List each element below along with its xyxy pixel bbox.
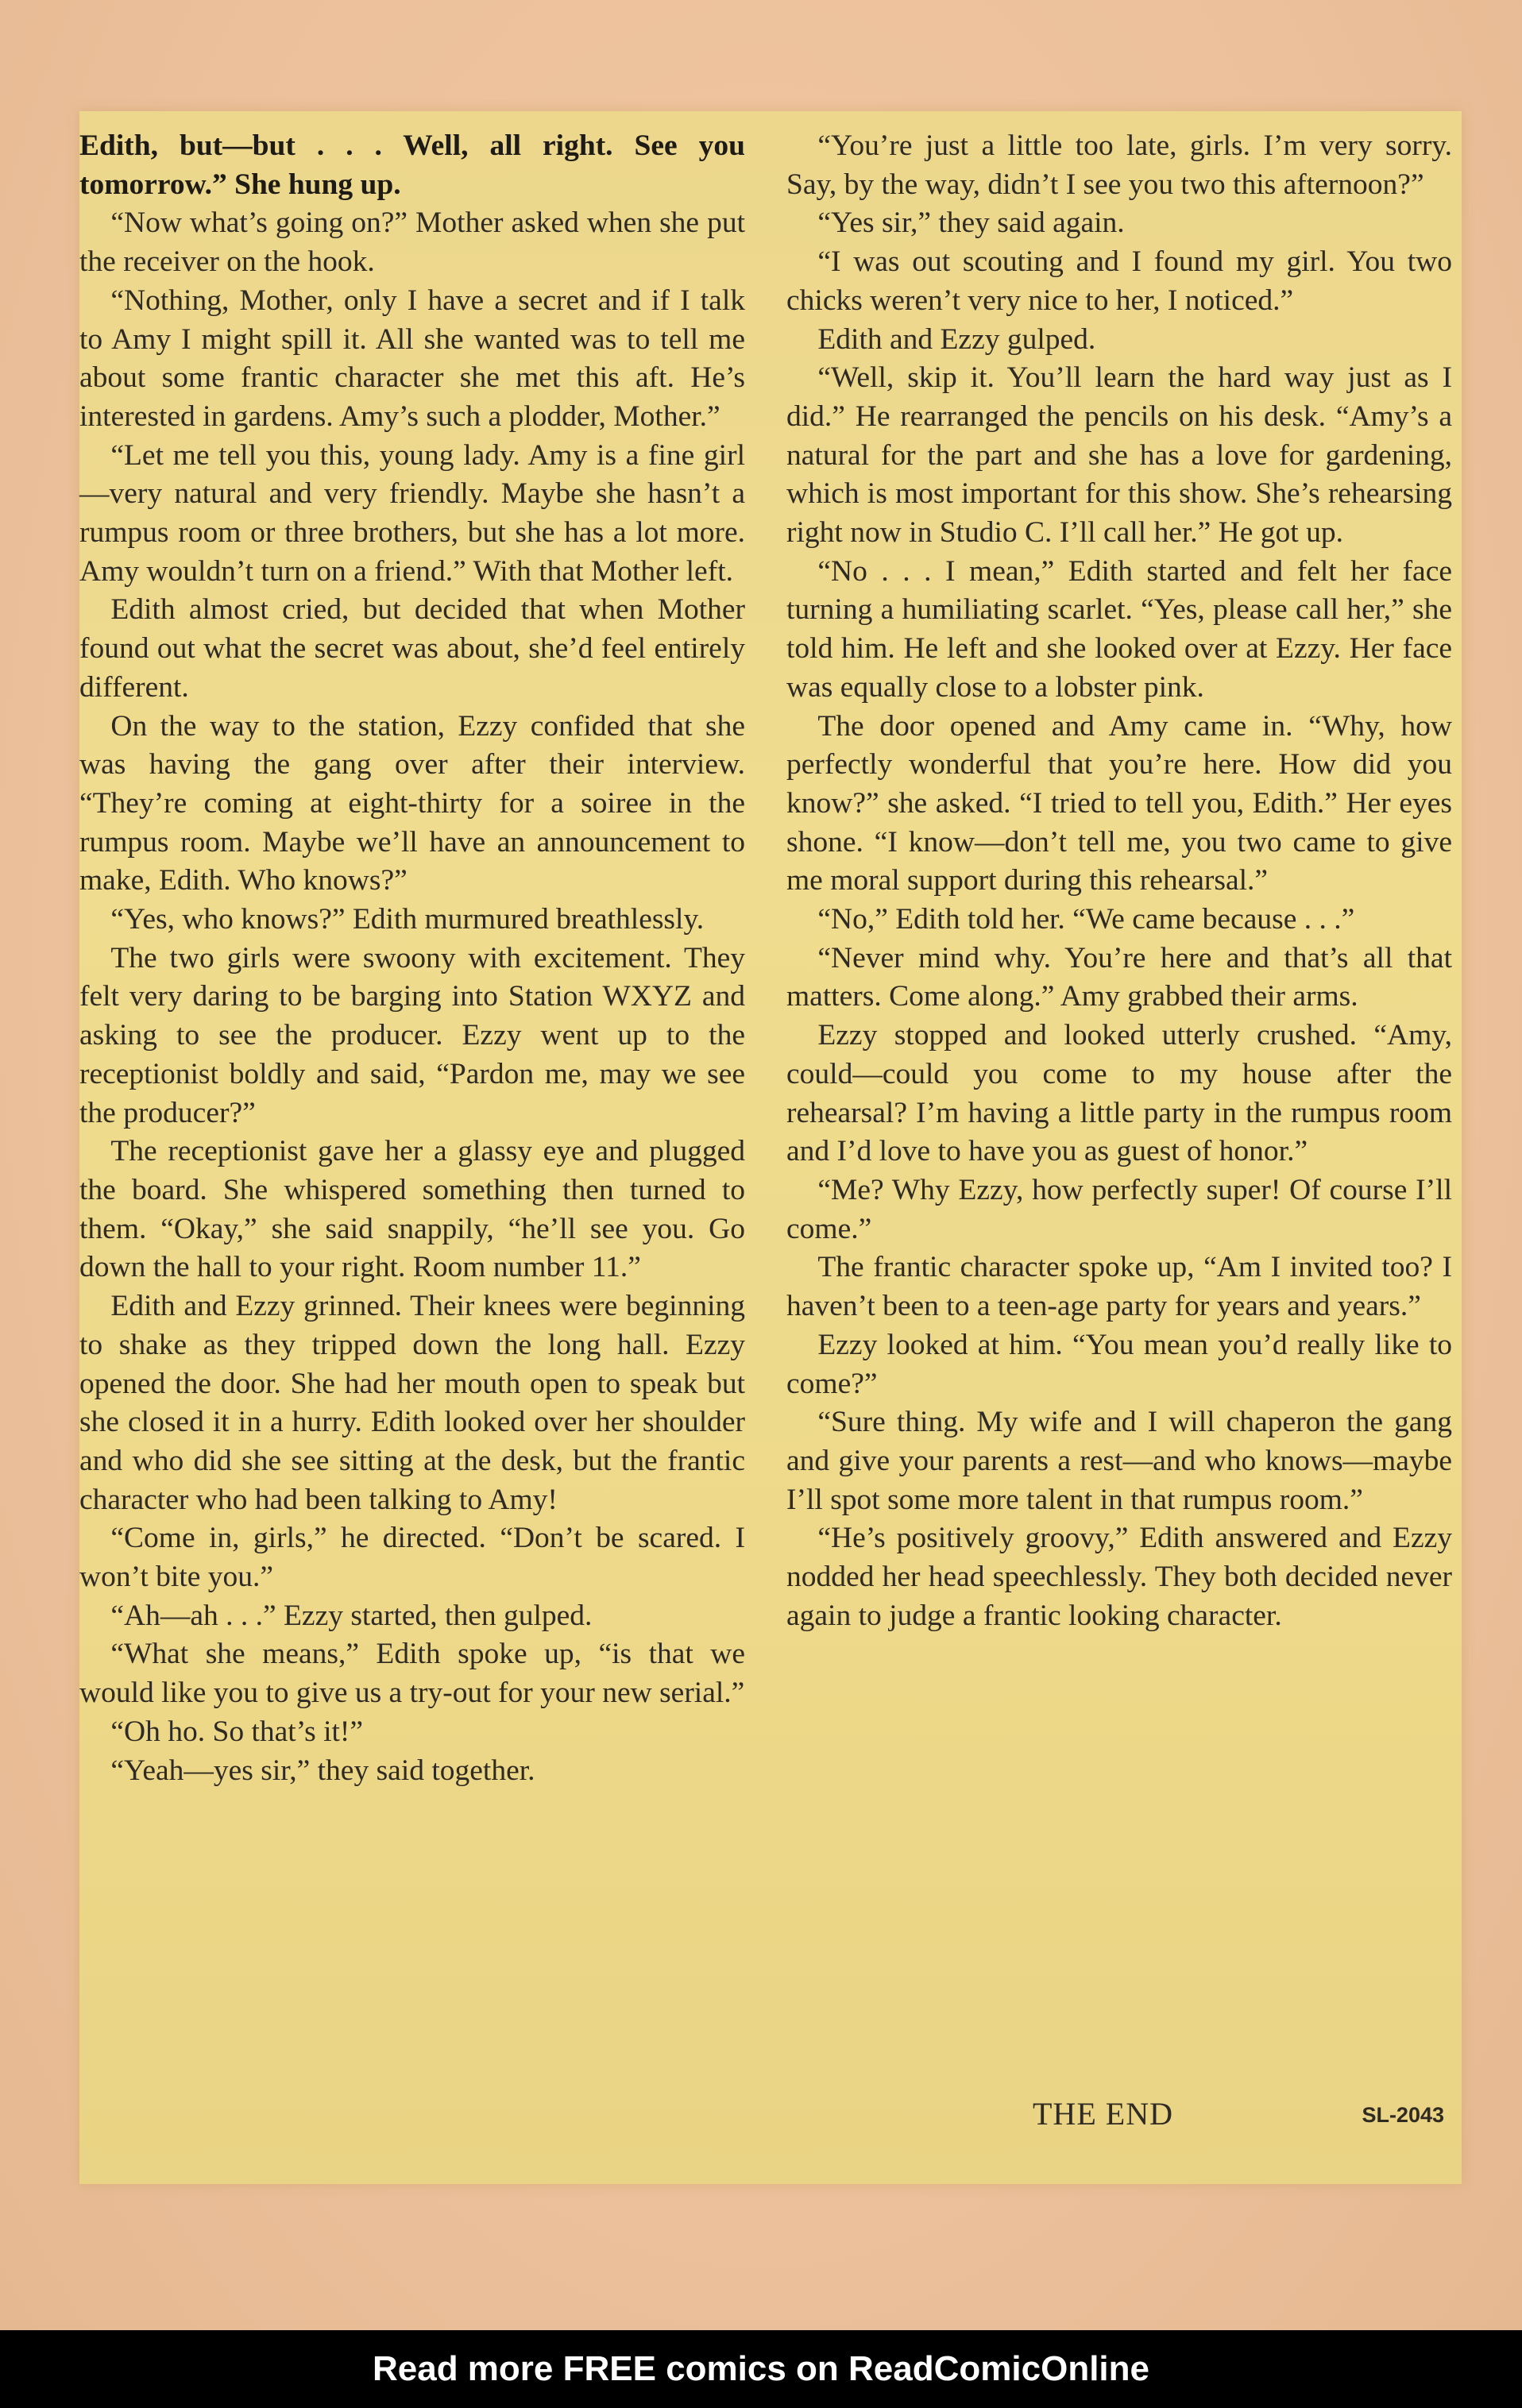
paragraph: “Sure thing. My wife and I will chaperon the gang and give your parents a rest—and who knows—maybe I’ll spot some more talent in that rumpus room.”	[786, 1406, 1452, 1516]
paragraph: Ezzy looked at him. “You mean you’d really like to come?”	[786, 1328, 1452, 1400]
paragraph: “Me? Why Ezzy, how perfectly super! Of course I’ll come.”	[786, 1173, 1452, 1245]
paragraph: “I was out scouting and I found my girl. You two chicks weren’t very nice to her, I noticed.”	[786, 245, 1452, 317]
paragraph: The door opened and Amy came in. “Why, how perfectly wonderful that you’re here. How did you know?” she asked. “I tried to tell you, Edith.” Her eyes shone. “I know—don’t tell me, you two came to give me moral support during this rehearsal.”	[786, 709, 1452, 897]
story-column-left	[79, 127, 745, 1790]
paragraph: “No . . . I mean,” Edith started and felt her face turning a humiliating scarlet. “Yes, please call her,” she told him. He left and she looked over at Ezzy. Her face was equally close to a lobster pink.	[786, 554, 1452, 704]
story-end-row	[786, 2095, 1452, 2136]
story-code: SL-2043	[1362, 2103, 1444, 2127]
paragraph: “You’re just a little too late, girls. I’m very sorry. Say, by the way, didn’t I see you two this afternoon?”	[786, 129, 1452, 201]
the-end-label: THE END	[1033, 2096, 1173, 2132]
paragraph: “Oh ho. So that’s it!”	[110, 1715, 364, 1748]
paragraph: “What she means,” Edith spoke up, “is that we would like you to give us a try-out for your new serial.”	[79, 1638, 745, 1710]
paragraph: “No,” Edith told her. “We came because . . .”	[817, 903, 1355, 936]
paragraph: “Come in, girls,” he directed. “Don’t be scared. I won’t bite you.”	[79, 1522, 745, 1594]
paragraph: “He’s positively groovy,” Edith answered and Ezzy nodded her head speechlessly. They both decided never again to judge a frantic looking character.	[786, 1522, 1452, 1632]
paragraph: “Nothing, Mother, only I have a secret and if I talk to Amy I might spill it. All she wanted was to tell me about some frantic character she met this aft. He’s interested in gardens. Amy’s such a plodder, Mother.”	[79, 284, 745, 433]
paragraph: The two girls were swoony with excitement. They felt very daring to be barging into Station WXYZ and asking to see the producer. Ezzy went up to the receptionist boldly and said, “Pardon me, may we see the producer?”	[79, 941, 745, 1129]
paragraph: Ezzy stopped and looked utterly crushed. “Amy, could—could you come to my house after the rehearsal? I’m having a little party in the rumpus room and I’d love to have you as guest of honor.”	[786, 1019, 1452, 1168]
paragraph: The receptionist gave her a glassy eye and plugged the board. She whispered something then turned to them. “Okay,” she said snappily, “he’ll see you. Go down the hall to your right. Room number 11.”	[79, 1135, 745, 1284]
paragraph: “Now what’s going on?” Mother asked when she put the receiver on the hook.	[79, 206, 745, 279]
paragraph: “Well, skip it. You’ll learn the hard way just as I did.” He rearranged the pencils on his desk. “Amy’s a natural for the part and she has a love for gardening, which is most important for this show. She’s rehearsing right now in Studio C. I’ll call her.” He got up.	[786, 361, 1452, 550]
paragraph: “Never mind why. You’re here and that’s all that matters. Come along.” Amy grabbed their arms.	[786, 941, 1452, 1013]
paragraph: “Let me tell you this, young lady. Amy is a fine girl—very natural and very friendly. Maybe she hasn’t a rumpus room or three brothers, but she has a lot more. Amy wouldn’t turn on a friend.” With that Mother left.	[79, 438, 745, 588]
paragraph: Edith, but—but . . . Well, all right. See you tomorrow.” She hung up.	[79, 129, 745, 201]
paragraph: Edith and Ezzy grinned. Their knees were beginning to shake as they tripped down the long hall. Ezzy opened the door. She had her mouth open to speak but she closed it in a hurry. Edith looked over her shoulder and who did she see sitting at the desk, but the frantic character who had been talking to Amy!	[79, 1290, 745, 1516]
paragraph: Edith almost cried, but decided that when Mother found out what the secret was about, she’d feel entirely different.	[79, 593, 745, 704]
paragraph: “Yes sir,” they said again.	[817, 206, 1125, 240]
paragraph: “Yes, who knows?” Edith murmured breathlessly.	[110, 903, 705, 936]
footer-banner-text[interactable]: Read more FREE comics on ReadComicOnline	[372, 2349, 1149, 2388]
paragraph: The frantic character spoke up, “Am I invited too? I haven’t been to a teen-age party for years and years.”	[786, 1251, 1452, 1323]
paragraph: “Yeah—yes sir,” they said together.	[110, 1754, 535, 1787]
paragraph: On the way to the station, Ezzy confided that she was having the gang over after their interview. “They’re coming at eight-thirty for a soiree in the rumpus room. Maybe we’ll have an announcement to make, Edith. Who knows?”	[79, 709, 745, 897]
paragraph: Edith and Ezzy gulped.	[817, 322, 1096, 356]
footer-banner[interactable]	[0, 2330, 1522, 2408]
story-column-right	[786, 127, 1452, 1635]
paragraph: “Ah—ah . . .” Ezzy started, then gulped.	[110, 1599, 593, 1632]
